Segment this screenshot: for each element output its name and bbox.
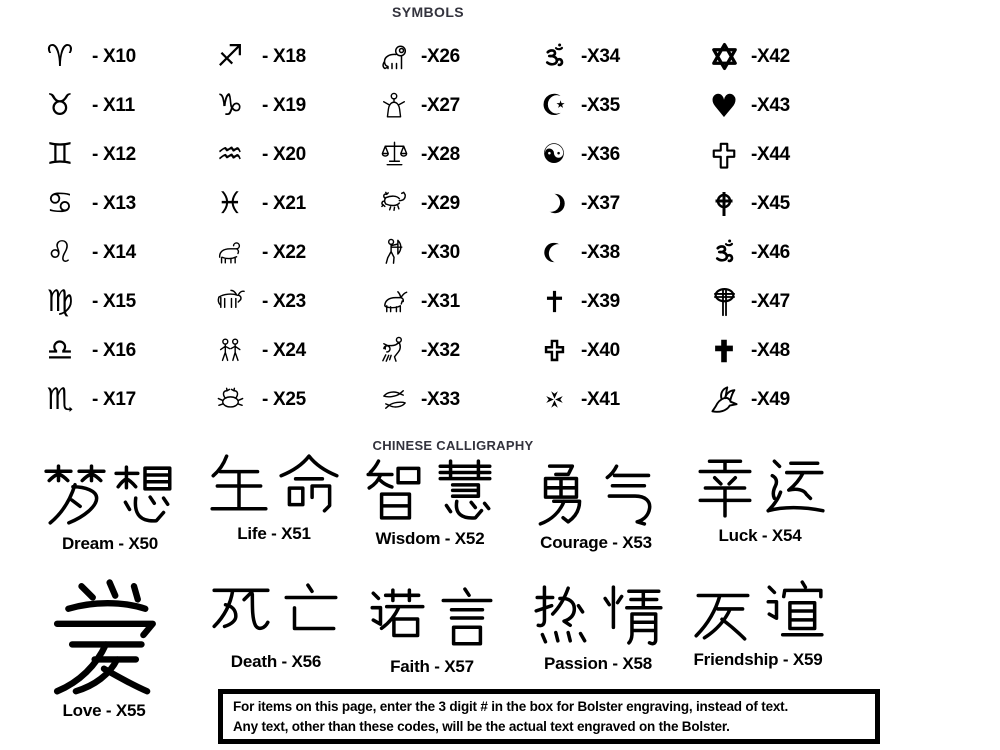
symbol-code: - X17	[92, 388, 136, 410]
hanzi-artwork	[204, 452, 344, 518]
hanzi-artwork	[362, 585, 502, 651]
calligraphy-item	[528, 582, 668, 674]
symbol-icon-cell	[40, 133, 80, 177]
symbol-code: -X44	[751, 143, 790, 165]
hanzi-artwork	[42, 575, 166, 695]
maltese-cross-icon	[544, 389, 565, 410]
symbol-code: - X24	[262, 339, 306, 361]
symbol-code: -X40	[581, 339, 620, 361]
hanzi-glyph	[432, 457, 498, 523]
libra-icon: ♎	[46, 332, 74, 368]
symbol-code: - X11	[92, 94, 135, 116]
symbol-item	[210, 277, 306, 326]
symbol-icon-cell	[704, 35, 744, 79]
calligraphy-label: Luck - X54	[718, 526, 802, 545]
maiden-icon	[379, 91, 409, 121]
symbol-code: - X10	[92, 45, 136, 67]
hanzi-glyph	[276, 452, 342, 518]
symbol-icon-cell	[210, 378, 250, 422]
symbol-icon-cell	[374, 280, 414, 324]
symbol-item	[40, 32, 136, 81]
calligraphy-label: Faith - X57	[390, 657, 474, 676]
lion-icon	[378, 41, 410, 73]
symbols-column-2	[210, 32, 306, 424]
symbol-item	[534, 228, 620, 277]
note-line-1: For items on this page, enter the 3 digit # in the box for Bolster engraving, instead of text.	[233, 699, 789, 714]
crucifix-icon	[708, 285, 741, 318]
hanzi-glyph	[278, 580, 344, 646]
hanzi-glyph	[208, 580, 274, 646]
hanzi-glyph	[598, 461, 664, 527]
gemini-icon: ♊	[46, 136, 74, 172]
symbol-item	[374, 81, 460, 130]
symbol-icon-cell	[374, 329, 414, 373]
symbol-item	[704, 228, 790, 277]
symbol-code: -X33	[421, 388, 460, 410]
calligraphy-section-title: CHINESE CALLIGRAPHY	[372, 438, 534, 453]
pisces-icon: ♓	[216, 185, 244, 221]
archer-icon	[379, 237, 410, 268]
symbol-icon-cell	[534, 84, 574, 128]
om-icon	[709, 238, 739, 268]
twins-icon	[215, 336, 245, 366]
symbol-item	[704, 277, 790, 326]
calligraphy-item	[206, 580, 346, 672]
symbol-code: - X16	[92, 339, 136, 361]
yin-yang-icon: ☯	[541, 139, 567, 170]
leo-icon: ♌	[46, 234, 74, 270]
symbol-item	[534, 32, 620, 81]
hanzi-artwork	[360, 457, 500, 523]
symbol-code: -X43	[751, 94, 790, 116]
symbol-item	[40, 277, 136, 326]
calligraphy-label: Passion - X58	[544, 654, 652, 673]
goat-icon	[379, 286, 410, 317]
symbol-code: -X42	[751, 45, 790, 67]
symbol-icon-cell	[374, 182, 414, 226]
symbol-code: -X32	[421, 339, 460, 361]
calligraphy-item	[360, 457, 500, 549]
symbol-code: -X47	[751, 290, 790, 312]
symbol-item	[40, 179, 136, 228]
hanzi-glyph	[362, 457, 428, 523]
symbol-item	[374, 277, 460, 326]
symbol-code: -X48	[751, 339, 790, 361]
calligraphy-label: Love - X55	[62, 701, 146, 720]
symbol-icon-cell	[40, 182, 80, 226]
symbol-code: -X46	[751, 241, 790, 263]
symbol-icon-cell	[374, 133, 414, 177]
symbol-icon-cell	[704, 84, 744, 128]
symbol-code: - X14	[92, 241, 136, 263]
symbol-code: -X26	[421, 45, 460, 67]
calligraphy-label: Dream - X50	[61, 534, 159, 553]
bull-icon	[215, 286, 246, 317]
symbol-code: - X25	[262, 388, 306, 410]
hanzi-glyph	[760, 578, 826, 644]
cancer-icon: ♋	[46, 185, 74, 221]
symbol-item	[374, 228, 460, 277]
capricorn-icon: ♑	[216, 87, 244, 123]
calligraphy-label: Death - X56	[230, 652, 322, 671]
symbol-item	[704, 179, 790, 228]
symbol-code: -X38	[581, 241, 620, 263]
calligraphy-label: Wisdom - X52	[375, 529, 485, 548]
hanzi-artwork	[528, 582, 668, 648]
symbols-column-1	[40, 32, 136, 424]
symbol-code: - X23	[262, 290, 306, 312]
calligraphy-label: Life - X51	[237, 524, 311, 543]
hanzi-glyph	[44, 575, 164, 695]
scorpio-icon: ♏	[46, 381, 74, 417]
symbol-icon-cell	[40, 280, 80, 324]
symbol-item	[704, 32, 790, 81]
symbol-icon-cell	[210, 35, 250, 79]
symbol-code: - X15	[92, 290, 136, 312]
page-title: SYMBOLS	[391, 4, 465, 20]
symbol-icon-cell	[40, 84, 80, 128]
symbol-icon-cell	[40, 231, 80, 275]
hanzi-glyph	[364, 585, 430, 651]
symbols-column-3	[374, 32, 460, 424]
symbol-icon-cell	[210, 231, 250, 275]
symbol-icon-cell	[374, 84, 414, 128]
crab-icon	[215, 384, 246, 415]
symbol-code: -X37	[581, 192, 620, 214]
hanzi-glyph	[762, 454, 828, 520]
symbol-icon-cell	[40, 35, 80, 79]
symbol-item	[534, 179, 620, 228]
latin-cross-icon	[541, 288, 568, 315]
symbol-icon-cell	[210, 133, 250, 177]
taurus-icon: ♉	[46, 87, 74, 123]
symbol-code: -X31	[421, 290, 460, 312]
fish-icon	[379, 384, 410, 415]
symbol-item	[374, 326, 460, 375]
hanzi-glyph	[600, 582, 666, 648]
outlined-bold-cross-icon	[541, 337, 568, 364]
hanzi-glyph	[206, 452, 272, 518]
symbol-icon-cell	[374, 231, 414, 275]
water-bearer-icon	[379, 335, 410, 366]
symbol-item	[534, 81, 620, 130]
symbol-icon-cell	[704, 182, 744, 226]
symbol-code: -X45	[751, 192, 790, 214]
symbol-code: -X49	[751, 388, 790, 410]
hanzi-artwork	[688, 578, 828, 644]
symbol-icon-cell	[534, 231, 574, 275]
symbol-code: -X34	[581, 45, 620, 67]
hanzi-glyph	[690, 578, 756, 644]
symbol-code: -X28	[421, 143, 460, 165]
star-and-crescent-icon: ☪	[541, 88, 567, 122]
symbol-icon-cell	[534, 182, 574, 226]
symbol-code: -X30	[421, 241, 460, 263]
symbol-icon-cell	[210, 329, 250, 373]
hanzi-glyph	[42, 462, 108, 528]
symbol-item	[704, 130, 790, 179]
calligraphy-item	[40, 462, 180, 554]
symbol-icon-cell	[40, 329, 80, 373]
note-line-2: Any text, other than these codes, will be the actual text engraved on the Bolster.	[233, 718, 730, 734]
symbol-icon-cell	[534, 329, 574, 373]
symbol-icon-cell	[534, 133, 574, 177]
symbol-code: - X22	[262, 241, 306, 263]
symbol-code: -X29	[421, 192, 460, 214]
hanzi-artwork	[690, 454, 830, 520]
symbol-icon-cell	[704, 329, 744, 373]
instruction-note-box	[218, 689, 880, 744]
symbol-icon-cell	[704, 231, 744, 275]
hanzi-glyph	[434, 585, 500, 651]
dove-icon	[708, 383, 741, 416]
hanzi-artwork	[206, 580, 346, 646]
calligraphy-item	[362, 585, 502, 677]
symbol-icon-cell	[534, 378, 574, 422]
heart-icon: ♥	[709, 86, 739, 125]
symbol-icon-cell	[704, 378, 744, 422]
symbol-item	[534, 277, 620, 326]
symbols-column-4	[534, 32, 620, 424]
calligraphy-item	[42, 575, 166, 721]
symbol-item	[704, 375, 790, 424]
virgo-icon: ♍	[46, 283, 74, 319]
symbol-item	[40, 228, 136, 277]
symbol-icon-cell	[374, 35, 414, 79]
symbol-item	[704, 81, 790, 130]
waning-crescent-icon	[542, 240, 567, 265]
hanzi-glyph	[528, 461, 594, 527]
hanzi-artwork	[40, 462, 180, 528]
symbol-item	[40, 130, 136, 179]
calligraphy-item	[526, 461, 666, 553]
symbol-item	[40, 326, 136, 375]
symbol-code: - X18	[262, 45, 306, 67]
symbol-code: - X12	[92, 143, 136, 165]
symbol-item	[210, 326, 306, 375]
aquarius-icon: ♒	[216, 136, 244, 172]
symbol-item	[704, 326, 790, 375]
symbol-item	[40, 375, 136, 424]
symbol-item	[210, 228, 306, 277]
symbol-item	[534, 130, 620, 179]
symbol-code: -X27	[421, 94, 460, 116]
calligraphy-item	[204, 452, 344, 544]
symbol-code: - X21	[262, 192, 306, 214]
symbol-code: -X35	[581, 94, 620, 116]
sagittarius-icon: ♐	[216, 38, 244, 74]
symbol-code: -X41	[581, 388, 620, 410]
hanzi-artwork	[526, 461, 666, 527]
symbol-icon-cell	[210, 182, 250, 226]
symbol-item	[210, 81, 306, 130]
calligraphy-label: Courage - X53	[540, 533, 652, 552]
symbol-item	[210, 375, 306, 424]
symbol-item	[374, 130, 460, 179]
scorpion-icon	[379, 188, 410, 219]
hanzi-glyph	[112, 462, 178, 528]
scales-icon	[379, 139, 410, 170]
aries-icon: ♈	[46, 38, 74, 74]
symbol-icon-cell	[374, 378, 414, 422]
symbol-item	[374, 32, 460, 81]
symbol-item	[374, 375, 460, 424]
om-icon	[539, 42, 569, 72]
symbol-code: -X36	[581, 143, 620, 165]
symbol-item	[534, 326, 620, 375]
symbol-icon-cell	[40, 378, 80, 422]
symbol-code: - X20	[262, 143, 306, 165]
calligraphy-item	[688, 578, 828, 670]
outline-cross-icon	[709, 140, 739, 170]
bold-cross-icon	[710, 337, 738, 365]
symbol-icon-cell	[210, 84, 250, 128]
symbol-code: - X19	[262, 94, 306, 116]
symbol-icon-cell	[534, 35, 574, 79]
hanzi-glyph	[692, 454, 758, 520]
symbol-item	[534, 375, 620, 424]
symbol-item	[210, 130, 306, 179]
symbols-column-5	[704, 32, 790, 424]
waxing-crescent-icon	[542, 191, 567, 216]
hanzi-glyph	[530, 582, 596, 648]
symbol-icon-cell	[704, 280, 744, 324]
symbol-item	[210, 179, 306, 228]
ram-icon	[215, 238, 245, 268]
calligraphy-item	[690, 454, 830, 546]
symbol-icon-cell	[704, 133, 744, 177]
symbol-item	[374, 179, 460, 228]
symbol-icon-cell	[534, 280, 574, 324]
star-of-david-icon	[709, 41, 740, 72]
symbol-code: - X13	[92, 192, 136, 214]
symbol-code: -X39	[581, 290, 620, 312]
calligraphy-label: Friendship - X59	[693, 650, 823, 669]
celtic-cross-icon	[709, 189, 739, 219]
symbol-item	[40, 81, 136, 130]
symbol-item	[210, 32, 306, 81]
symbol-icon-cell	[210, 280, 250, 324]
